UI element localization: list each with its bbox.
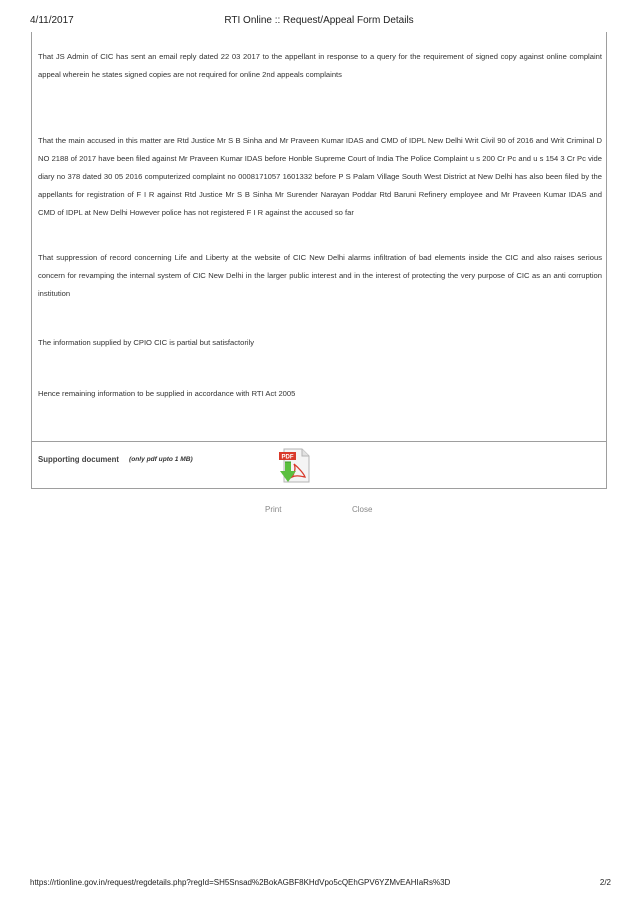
footer-page-number: 2/2: [599, 878, 611, 887]
form-details-box: [31, 32, 607, 489]
supporting-document-note: (only pdf upto 1 MB): [129, 456, 193, 463]
paragraph-5: Hence remaining information to be supplied in accordance with RTI Act 2005: [38, 389, 296, 398]
supporting-document-row: [38, 450, 598, 480]
paragraph-1: That JS Admin of CIC has sent an email reply dated 22 03 2017 to the appellant in response to a query for the requirement of signed copy against online complaint appeal wherein he states signed copies are not required for online 2nd appeals complaints: [38, 52, 602, 79]
pdf-download-icon[interactable]: [274, 448, 314, 484]
svg-text:PDF: PDF: [281, 454, 294, 461]
paragraph-2: That the main accused in this matter are Rtd Justice Mr S B Sinha and Mr Praveen Kumar IDAS and CMD of IDPL New Delhi Writ Civil 90 of 2016 and Writ Criminal D NO 2188 of 2017 have been filed against Mr Praveen Kumar IDAS before Honble Supreme Court of India The Police Complaint u s 200 Cr Pc and u s 154 3 Cr Pc vide diary no 378 dated 30 05 2016 computerized complaint no 0008171057 1601332 before P S Palam Village South West District at New Delhi has also been filed by the appellants for registration of F I R against Rtd Justice Mr S B Sinha Mr Surender Narayan Poddar Rtd Baruni Refinery employee and Mr Praveen Kumar IDAS and CMD of IDPL at New Delhi However police has not registered F I R against the accused so far: [38, 136, 602, 217]
supporting-document-label: Supporting document: [38, 455, 119, 464]
header-date: 4/11/2017: [30, 15, 74, 26]
action-bar: [0, 505, 638, 519]
section-divider: [32, 441, 606, 442]
close-button[interactable]: Close: [352, 505, 373, 514]
page-title: RTI Online :: Request/Appeal Form Details: [224, 15, 414, 26]
paragraph-4: The information supplied by CPIO CIC is partial but satisfactorily: [38, 338, 255, 347]
paragraph-3: That suppression of record concerning Life and Liberty at the website of CIC New Delhi alarms infiltration of bad elements inside the CIC and also raises serious concern for revamping the internal system of CIC New Delhi in the larger public interest and in the interest of protecting the very purpose of CIC as an anti corruption institution: [38, 253, 602, 298]
footer-url: https://rtionline.gov.in/request/regdetails.php?regId=SH5Snsad%2BokAGBF8KHdVpo5cQEhGPV6YZMvEAHIaRs%3D: [30, 878, 451, 887]
print-button[interactable]: Print: [265, 505, 282, 514]
